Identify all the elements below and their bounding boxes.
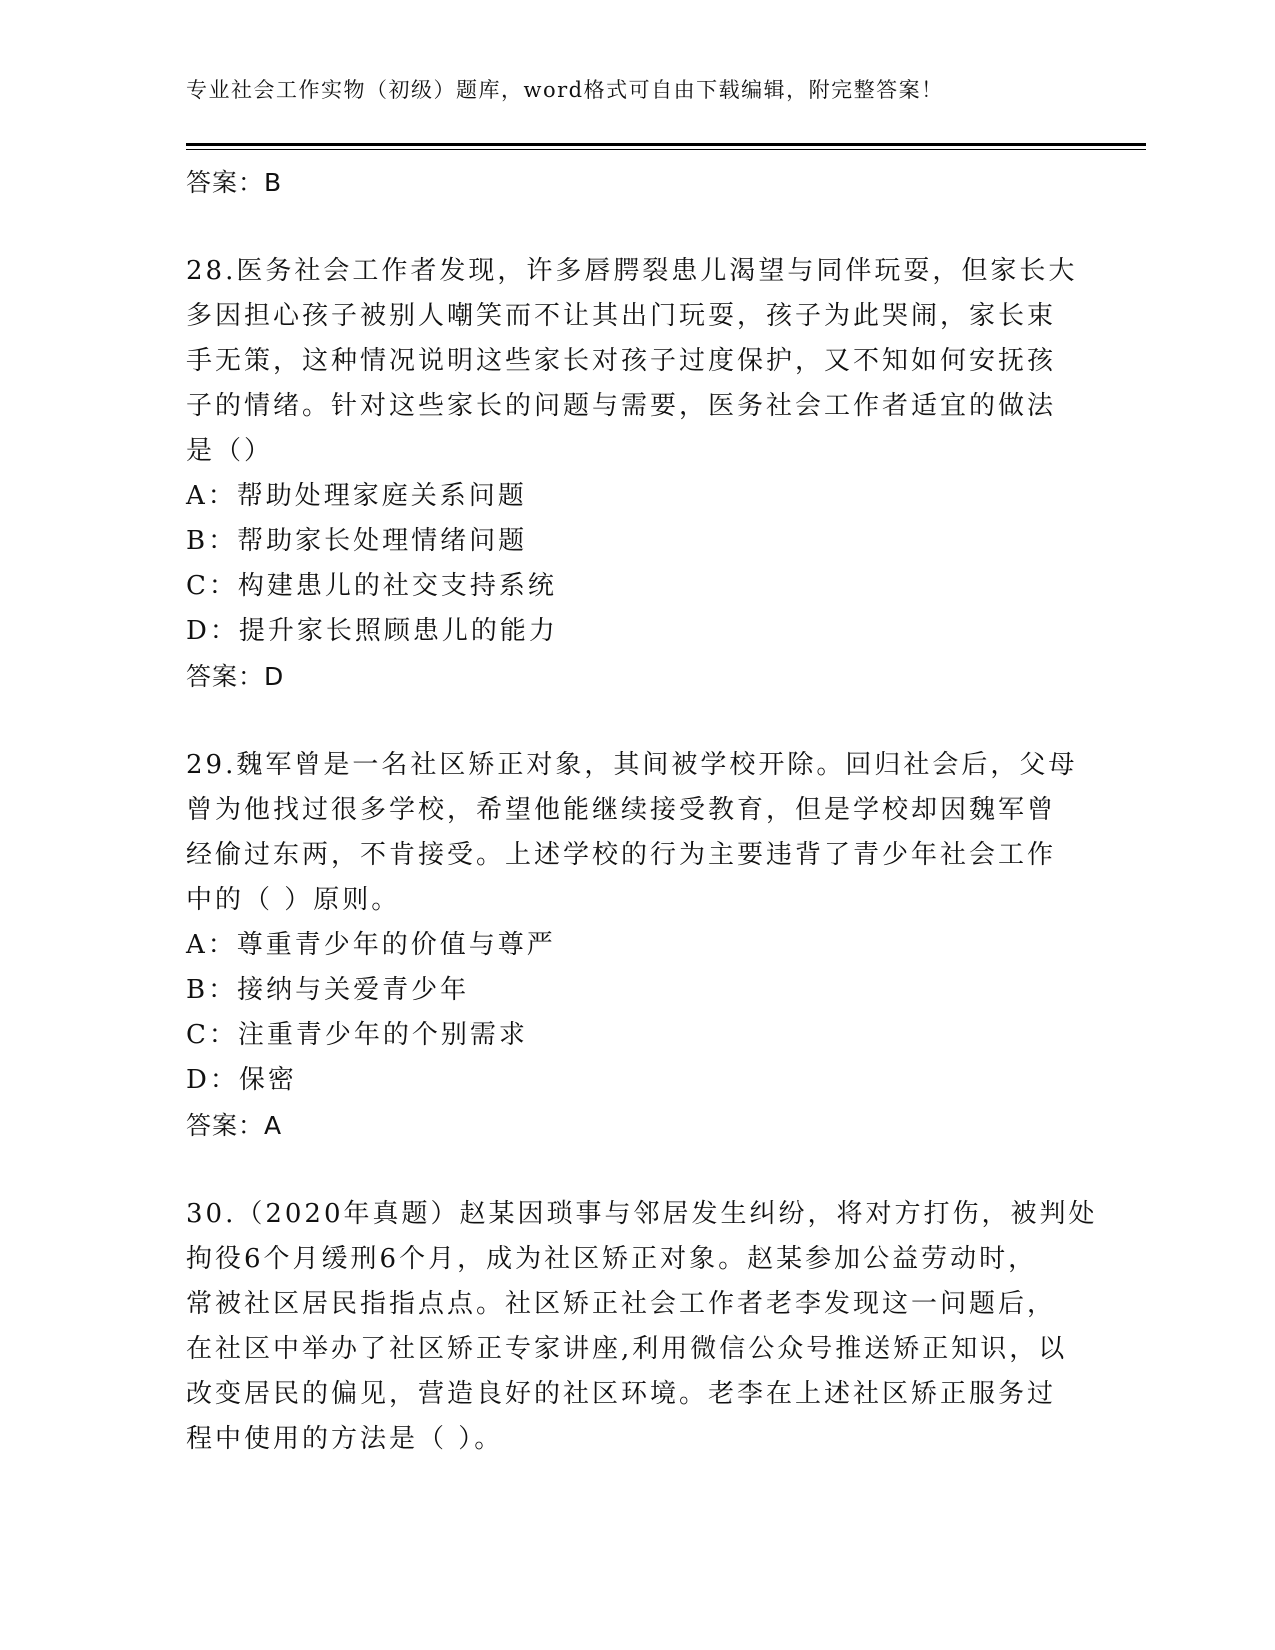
question-line: 拘役6个月缓刑6个月，成为社区矫正对象。赵某参加公益劳动时， [186, 1244, 1038, 1274]
question-line: 常被社区居民指指点点。社区矫正社会工作者老李发现这一问题后， [186, 1289, 1057, 1319]
question-line: 在社区中举办了社区矫正专家讲座,利用微信公众号推送矫正知识，以 [186, 1334, 1068, 1364]
question-line: 曾为他找过很多学校，希望他能继续接受教育，但是学校却因魏军曾 [186, 795, 1057, 825]
option-c: C：注重青少年的个别需求 [186, 1020, 528, 1050]
answer-29: 答案：A [186, 1111, 283, 1140]
option-b: B：帮助家长处理情绪问题 [186, 526, 528, 556]
option-d: D：提升家长照顾患儿的能力 [186, 616, 558, 646]
question-30 [186, 1192, 1098, 1462]
option-a: A：帮助处理家庭关系问题 [186, 481, 527, 511]
option-b: B：接纳与关爱青少年 [186, 975, 470, 1005]
question-line: 改变居民的偏见，营造良好的社区环境。老李在上述社区矫正服务过 [186, 1379, 1057, 1409]
option-a: A：尊重青少年的价值与尊严 [186, 930, 556, 960]
question-line: 子的情绪。针对这些家长的问题与需要，医务社会工作者适宜的做法 [186, 391, 1057, 421]
option-c: C：构建患儿的社交支持系统 [186, 571, 557, 601]
question-28 [186, 249, 1086, 699]
question-line: 中的（ ）原则。 [186, 885, 401, 915]
document-content [186, 160, 1098, 1462]
question-line: 是（） [186, 436, 274, 466]
spacer [186, 699, 1086, 743]
header-rule-thick [186, 143, 1146, 146]
answer-28: 答案：D [186, 662, 285, 691]
question-line: 手无策，这种情况说明这些家长对孩子过度保护，又不知如何安抚孩 [186, 346, 1057, 376]
spacer [186, 205, 1086, 249]
option-d: D：保密 [186, 1065, 297, 1095]
header-rule-thin [186, 149, 1146, 150]
question-line: 28.医务社会工作者发现，许多唇腭裂患儿渴望与同伴玩耍，但家长大 [186, 256, 1078, 286]
spacer [186, 1148, 1086, 1192]
answer-previous: 答案：B [186, 168, 283, 197]
question-line: 30.（2020年真题）赵某因琐事与邻居发生纠纷，将对方打伤，被判处 [186, 1199, 1098, 1229]
question-line: 29.魏军曾是一名社区矫正对象，其间被学校开除。回归社会后，父母 [186, 750, 1078, 780]
question-29 [186, 743, 1086, 1148]
question-line: 程中使用的方法是（ ）。 [186, 1424, 504, 1454]
question-line: 多因担心孩子被别人嘲笑而不让其出门玩耍，孩子为此哭闹，家长束 [186, 301, 1057, 331]
page-header-title: 专业社会工作实物（初级）题库，word格式可自由下载编辑，附完整答案！ [186, 78, 944, 102]
question-line: 经偷过东两，不肯接受。上述学校的行为主要违背了青少年社会工作 [186, 840, 1057, 870]
